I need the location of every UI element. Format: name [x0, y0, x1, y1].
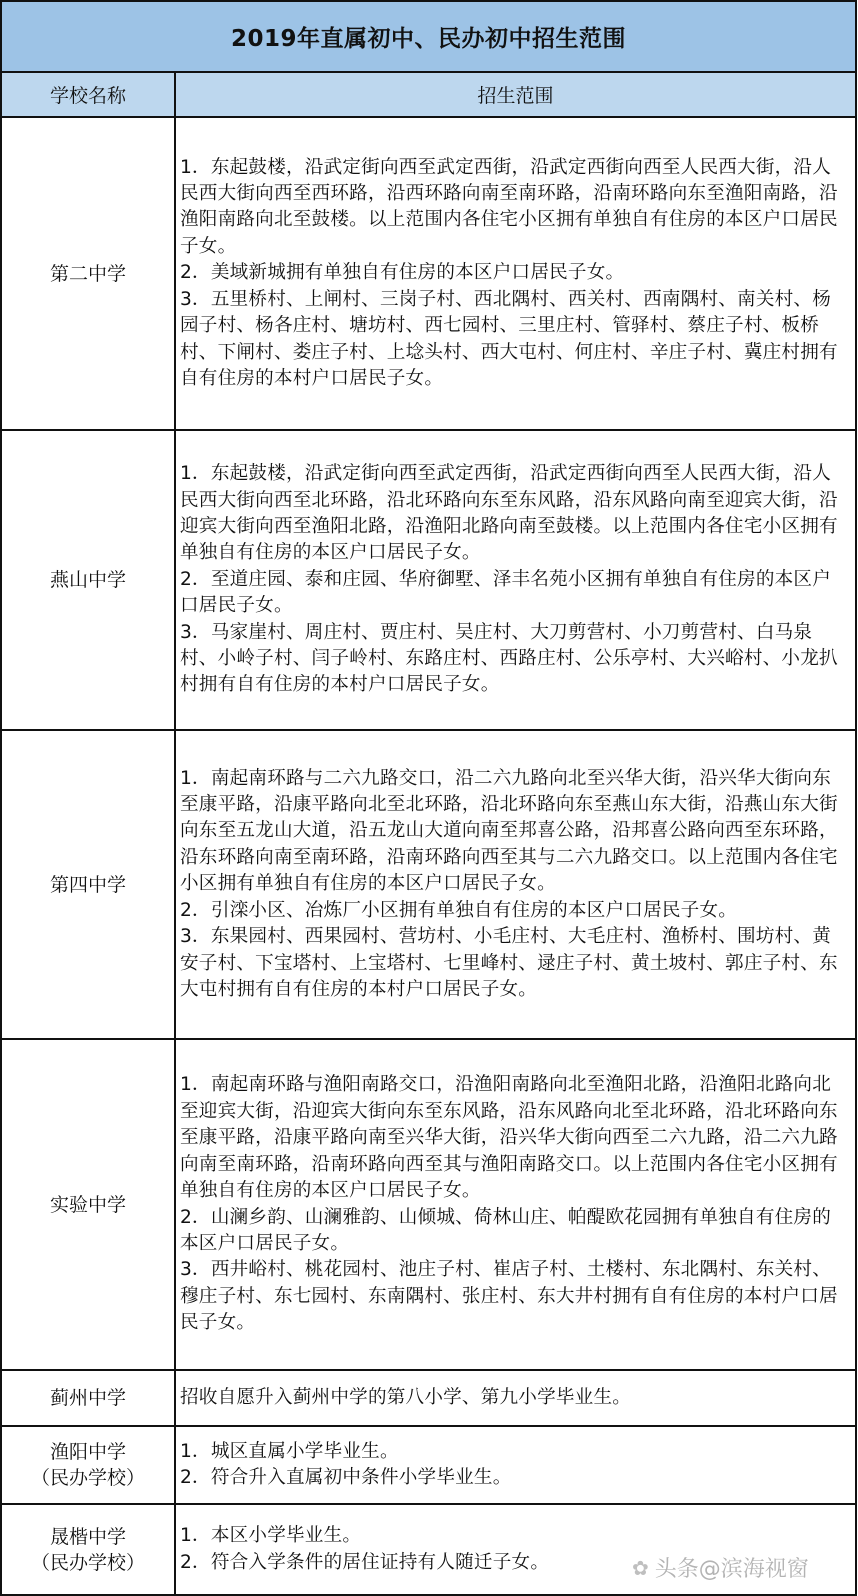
column-header-scope: 招生范围 — [477, 85, 554, 107]
column-header-row — [2, 73, 855, 118]
table-row — [2, 1371, 855, 1427]
school-name: 第二中学 — [49, 262, 126, 285]
school-name-cell — [2, 731, 176, 1038]
school-type: （民办学校） — [30, 1467, 145, 1489]
table-title — [2, 0, 855, 73]
school-name-cell — [2, 1371, 176, 1425]
scope-item: 1．城区直属小学毕业生。 — [180, 1440, 399, 1462]
school-name-cell — [2, 431, 176, 729]
school-name-cell — [2, 1505, 176, 1594]
school-name: 实验中学 — [49, 1193, 126, 1216]
table-title-text: 2019年直属初中、民办初中招生范围 — [230, 26, 626, 52]
table-row — [2, 431, 855, 731]
scope-item: 2．符合升入直属初中条件小学毕业生。 — [180, 1467, 512, 1488]
scope-item: 2．引滦小区、冶炼厂小区拥有单独自有住房的本区户口居民子女。 — [180, 899, 738, 921]
scope-item: 2．美域新城拥有单独自有住房的本区户口居民子女。 — [180, 262, 625, 284]
table-row — [2, 1040, 855, 1371]
table-row — [2, 1427, 855, 1505]
scope-item: 1．东起鼓楼，沿武定街向西至武定西街，沿武定西街向西至人民西大街，沿人民西大街向西至北环路，沿北环路向东至东风路，沿东风路向南至迎宾大街，沿迎宾大街向西至渔阳北路，沿渔阳北路向南至鼓楼。以上范围内各住宅小区拥有单独自有住房的本区户口居民子女。 — [180, 463, 838, 564]
school-name: 第四中学 — [49, 873, 126, 896]
scope-item: 2．山澜乡韵、山澜雅韵、山倾城、倚林山庄、帕醍欧花园拥有单独自有住房的本区户口居民子女。 — [180, 1206, 832, 1254]
scope-item: 2．至道庄园、泰和庄园、华府御墅、泽丰名苑小区拥有单独自有住房的本区户口居民子女。 — [180, 568, 832, 617]
school-type: （民办学校） — [30, 1551, 145, 1574]
table-row — [2, 731, 855, 1040]
scope-cell — [176, 431, 855, 729]
scope-cell — [176, 1040, 855, 1369]
watermark — [632, 1552, 809, 1583]
scope-cell — [176, 1427, 855, 1503]
school-name-cell — [2, 118, 176, 429]
scope-cell — [176, 1371, 855, 1425]
school-name: 晟楷中学 — [49, 1525, 126, 1548]
scope-item: 3．西井峪村、桃花园村、池庄子村、崔店子村、土楼村、东北隅村、东关村、穆庄子村、东七园村、东南隅村、张庄村、东大井村拥有自有住房的本村户口居民子女。 — [180, 1259, 838, 1334]
watermark-text: 头条@滨海视窗 — [654, 1557, 809, 1582]
scope-item: 招收自愿升入蓟州中学的第八小学、第九小学毕业生。 — [180, 1386, 632, 1408]
school-name-cell — [2, 1040, 176, 1369]
scope-item: 1．本区小学毕业生。 — [180, 1525, 362, 1547]
school-name: 蓟州中学 — [49, 1387, 126, 1409]
scope-item: 2．符合入学条件的居住证持有人随迁子女。 — [180, 1551, 550, 1573]
table-row — [2, 118, 855, 431]
scope-cell — [176, 731, 855, 1038]
scope-item: 3．东果园村、西果园村、营坊村、小毛庄村、大毛庄村、渔桥村、围坊村、黄安子村、下宝塔村、上宝塔村、七里峰村、逯庄子村、黄土坡村、郭庄子村、东大屯村拥有自有住房的本村户口居民子女。 — [180, 926, 838, 1000]
school-name-cell — [2, 1427, 176, 1503]
scope-item: 1．南起南环路与二六九路交口，沿二六九路向北至兴华大街，沿兴华大街向东至康平路，沿康平路向北至北环路，沿北环路向东至燕山东大街，沿燕山东大街向东至五龙山大道，沿五龙山大道向南至邦喜公路，沿邦喜公路向西至东环路，沿东环路向南至南环路，沿南环路向西至其与二六九路交口。以上范围内各住宅小区拥有单独自有住房的本区户口居民子女。 — [180, 767, 838, 895]
scope-item: 3．马家崖村、周庄村、贾庄村、吴庄村、大刀剪营村、小刀剪营村、白马泉村、小岭子村、闫子岭村、东路庄村、西路庄村、公乐亭村、大兴峪村、小龙扒村拥有自有住房的本村户口居民子女。 — [180, 621, 838, 696]
school-name: 渔阳中学 — [49, 1441, 126, 1463]
wechat-icon: ✿ — [632, 1555, 649, 1580]
column-header-school: 学校名称 — [2, 73, 176, 116]
scope-item: 1．东起鼓楼，沿武定街向西至武定西街，沿武定西街向西至人民西大街，沿人民西大街向西至西环路，沿西环路向南至南环路，沿南环路向东至渔阳南路，沿渔阳南路向北至鼓楼。以上范围内各住宅小区拥有单独自有住房的本区户口居民子女。 — [180, 156, 838, 257]
scope-cell — [176, 118, 855, 429]
scope-item: 1．南起南环路与渔阳南路交口，沿渔阳南路向北至渔阳北路，沿渔阳北路向北至迎宾大街，沿迎宾大街向东至东风路，沿东风路向北至北环路，沿北环路向东至康平路，沿康平路向南至兴华大街，沿兴华大街向西至二六九路，沿二六九路向南至南环路，沿南环路向西至其与渔阳南路交口。以上范围内各住宅小区拥有单独自有住房的本区户口居民子女。 — [180, 1074, 838, 1202]
school-name: 燕山中学 — [49, 569, 126, 591]
scope-item: 3．五里桥村、上闸村、三岗子村、西北隅村、西关村、西南隅村、南关村、杨园子村、杨各庄村、塘坊村、西七园村、三里庄村、管驿村、蔡庄子村、板桥村、下闸村、娄庄子村、上埝头村、西大屯村、何庄村、辛庄子村、冀庄村拥有自有住房的本村户口居民子女。 — [180, 288, 838, 389]
